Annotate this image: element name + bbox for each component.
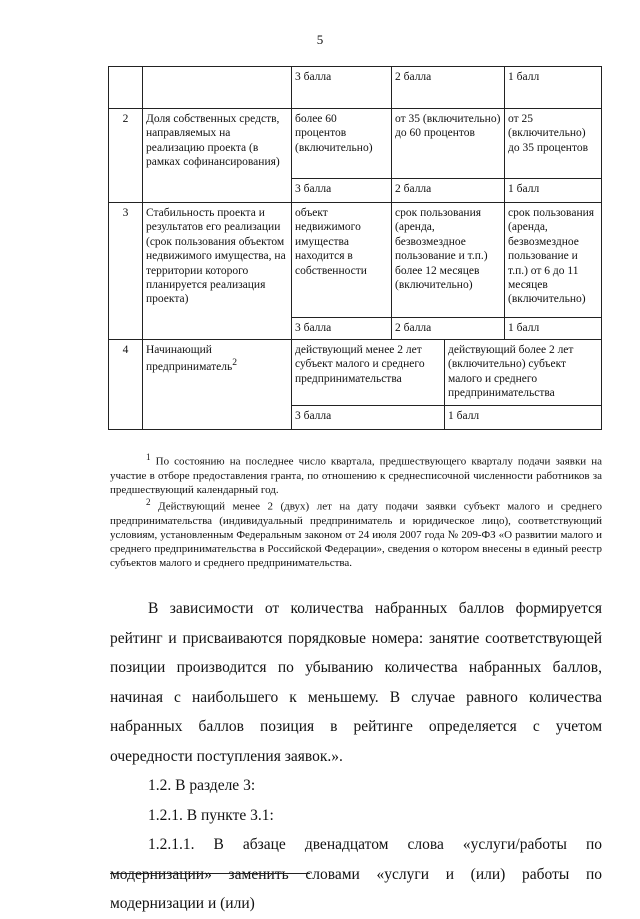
score-cell: 2 балла [392, 318, 505, 340]
page-number: 5 [316, 32, 324, 47]
score-cell: 1 балл [445, 406, 602, 430]
footnotes [110, 452, 602, 570]
score-cell: 3 балла [292, 406, 445, 430]
paragraph: В зависимости от количества набранных баллов формируется рейтинг и присваиваются порядковые номера: занятие соответствующей позиции производится по убыванию количества набранных баллов, начиная с наибольшего к меньшему. В случае равного количества набранных баллов позиция в рейтинге определяется с учетом очередности поступления заявок.». [110, 600, 602, 765]
table-cell: 1 балл [505, 67, 602, 109]
score-cell: 1 балл [505, 318, 602, 340]
footnote-1: $^1$ По состоянию на последнее число квартала, предшествующего кварталу подачи заявки на участие в отборе предоставления гранта, по отношению к среднесписочной численности работников за предшествующий календарный год. [110, 452, 602, 496]
table-cell: 2 балла [392, 67, 505, 109]
criterion-cell: Доля собственных средств, направляемых на реализацию проекта (в рамках софинансирования) [143, 109, 292, 203]
score-cell: 1 балл [505, 179, 602, 203]
row-number: 3 [109, 203, 143, 340]
footnote-mark: 1 [146, 452, 151, 462]
table-cell: срок пользования (аренда, безвозмездное пользование и т.п.) более 12 месяцев (включительно) [392, 203, 505, 318]
table-row [109, 67, 602, 109]
table-cell: объект недвижимого имущества находится в собственности [292, 203, 392, 318]
table-row [109, 203, 602, 318]
paragraph: 1.2.1. В пункте 3.1: [148, 806, 274, 824]
table-row [109, 340, 602, 406]
footnote-mark: 2 [146, 496, 151, 507]
table-cell: более 60 процентов (включительно) [292, 109, 392, 179]
row-number: 4 [109, 340, 143, 430]
table-cell: действующий более 2 лет (включительно) субъект малого и среднего предпринимательства [445, 340, 602, 406]
table-cell: от 25 (включительно) до 35 процентов [505, 109, 602, 179]
criterion-cell: Стабильность проекта и результатов его реализации (срок пользования объектом недвижимого имущества, на территории которого планируется реализация проекта) [143, 203, 292, 340]
criterion-cell: Начинающий предприниматель$^2$ [143, 340, 292, 430]
table-cell: срок пользования (аренда, безвозмездное пользование и т.п.) от 6 до 11 месяцев (включительно) [505, 203, 602, 318]
criteria-table [108, 66, 602, 430]
paragraph: 1.2. В разделе 3: [148, 777, 256, 794]
score-cell: 2 балла [392, 179, 505, 203]
footer-rule [110, 873, 310, 874]
row-number: 2 [109, 109, 143, 203]
table-cell: 3 балла [292, 67, 392, 109]
footnote-2: $^2$ Действующий менее 2 (двух) лет на дату подачи заявки субъект малого и среднего предпринимательства (индивидуальный предприниматель и юридическое лицо), соответствующий условиям, установленным Федеральным законом от 24 июля 2007 года № 209-ФЗ «О развитии малого и среднего предпринимательства в Российской Федерации», сведения о котором внесены в единый реестр субъектов малого и среднего предпринимательства. [110, 496, 602, 569]
table-row [109, 109, 602, 179]
footnote-ref: 2 [232, 357, 237, 369]
table-cell: действующий менее 2 лет субъект малого и среднего предпринимательства [292, 340, 445, 406]
body-text [110, 594, 602, 919]
score-cell: 3 балла [292, 318, 392, 340]
table-cell: от 35 (включительно) до 60 процентов [392, 109, 505, 179]
paragraph: 1.2.1.1. В абзаце двенадцатом слова «услуги/работы по модернизации» заменить словами «услуги и (или) работы по модернизации и (или) [110, 836, 602, 912]
score-cell: 3 балла [292, 179, 392, 203]
